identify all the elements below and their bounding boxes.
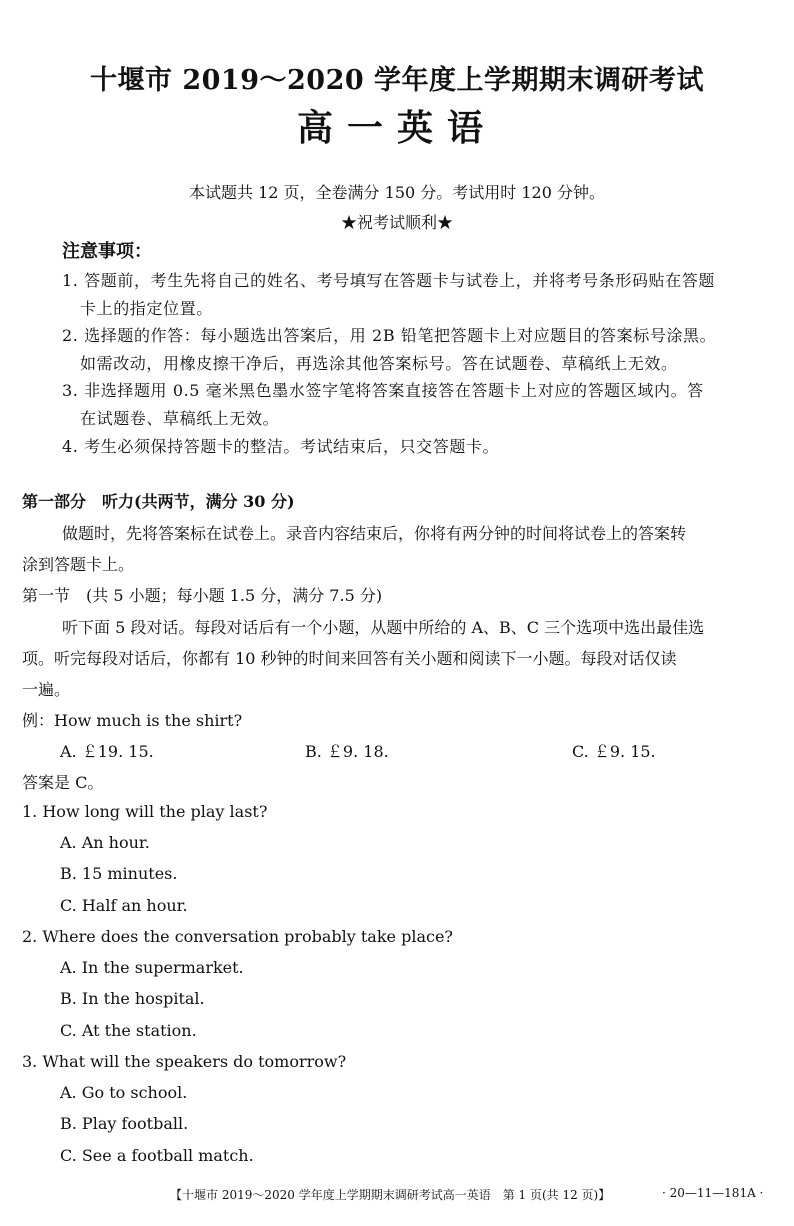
notice-line: 如需改动，用橡皮擦干净后，再选涂其他答案标号。答在试题卷、草稿纸上无效。 bbox=[80, 354, 678, 373]
section1-instruction-line: 听下面 5 段对话。每段对话后有一个小题，从题中所给的 A、B、C 三个选项中选出最佳选 bbox=[62, 618, 705, 637]
notice-line: 卡上的指定位置。 bbox=[80, 299, 213, 318]
section1-instruction-line: 一遍。 bbox=[22, 680, 71, 699]
example-option-a: A. ￡19. 15. bbox=[60, 742, 154, 761]
question-1: 1. How long will the play last? bbox=[22, 802, 268, 821]
part1-intro-line: 做题时，先将答案标在试卷上。录音内容结束后，你将有两分钟的时间将试卷上的答案转 bbox=[62, 524, 687, 543]
exam-info: 本试题共 12 页，全卷满分 150 分。考试用时 120 分钟。 bbox=[189, 183, 605, 202]
example-question: 例：How much is the shirt? bbox=[22, 711, 243, 730]
subject-title: 高一英语 bbox=[296, 107, 497, 149]
notice-line: 1. 答题前，考生先将自己的姓名、考号填写在答题卡与试卷上，并将考号条形码贴在答题 bbox=[62, 271, 715, 290]
question-1-option-c: C. Half an hour. bbox=[60, 896, 188, 915]
part1-intro-line: 涂到答题卡上。 bbox=[22, 555, 135, 574]
footer-page-info: 【十堰市 2019～2020 学年度上学期期末调研考试高一英语 第 1 页(共 12 页)】 bbox=[170, 1188, 611, 1202]
notice-line: 2. 选择题的作答：每小题选出答案后，用 2B 铅笔把答题卡上对应题目的答案标号涂黑。 bbox=[62, 326, 717, 345]
notice-line: 4. 考生必须保持答题卡的整洁。考试结束后，只交答题卡。 bbox=[62, 437, 500, 456]
footer-code: · 20—11—181A · bbox=[662, 1186, 764, 1200]
notice-line: 3. 非选择题用 0.5 毫米黑色墨水签字笔将答案直接答在答题卡上对应的答题区域内。答 bbox=[62, 381, 704, 400]
section1-heading: 第一节 (共 5 小题；每小题 1.5 分，满分 7.5 分) bbox=[22, 586, 383, 605]
question-3: 3. What will the speakers do tomorrow? bbox=[22, 1052, 347, 1071]
question-3-option-b: B. Play football. bbox=[60, 1114, 189, 1133]
question-3-option-c: C. See a football match. bbox=[60, 1146, 254, 1165]
example-answer: 答案是 C。 bbox=[22, 773, 104, 792]
question-2-option-a: A. In the supermarket. bbox=[60, 958, 244, 977]
example-option-b: B. ￡9. 18. bbox=[305, 742, 389, 761]
good-luck-line: ★祝考试顺利★ bbox=[340, 213, 453, 232]
example-option-c: C. ￡9. 15. bbox=[572, 742, 656, 761]
notice-heading: 注意事项： bbox=[62, 241, 152, 262]
question-2-option-c: C. At the station. bbox=[60, 1021, 197, 1040]
question-3-option-a: A. Go to school. bbox=[60, 1083, 188, 1102]
part1-heading: 第一部分 听力(共两节，满分 30 分) bbox=[22, 492, 295, 511]
section1-instruction-line: 项。听完每段对话后，你都有 10 秒钟的时间来回答有关小题和阅读下一小题。每段对话仅读 bbox=[22, 649, 677, 668]
exam-title: 十堰市 2019～2020 学年度上学期期末调研考试 bbox=[89, 65, 705, 96]
question-2: 2. Where does the conversation probably take place? bbox=[22, 927, 453, 946]
question-1-option-b: B. 15 minutes. bbox=[60, 864, 178, 883]
question-2-option-b: B. In the hospital. bbox=[60, 989, 205, 1008]
notice-line: 在试题卷、草稿纸上无效。 bbox=[80, 409, 280, 428]
question-1-option-a: A. An hour. bbox=[60, 833, 150, 852]
